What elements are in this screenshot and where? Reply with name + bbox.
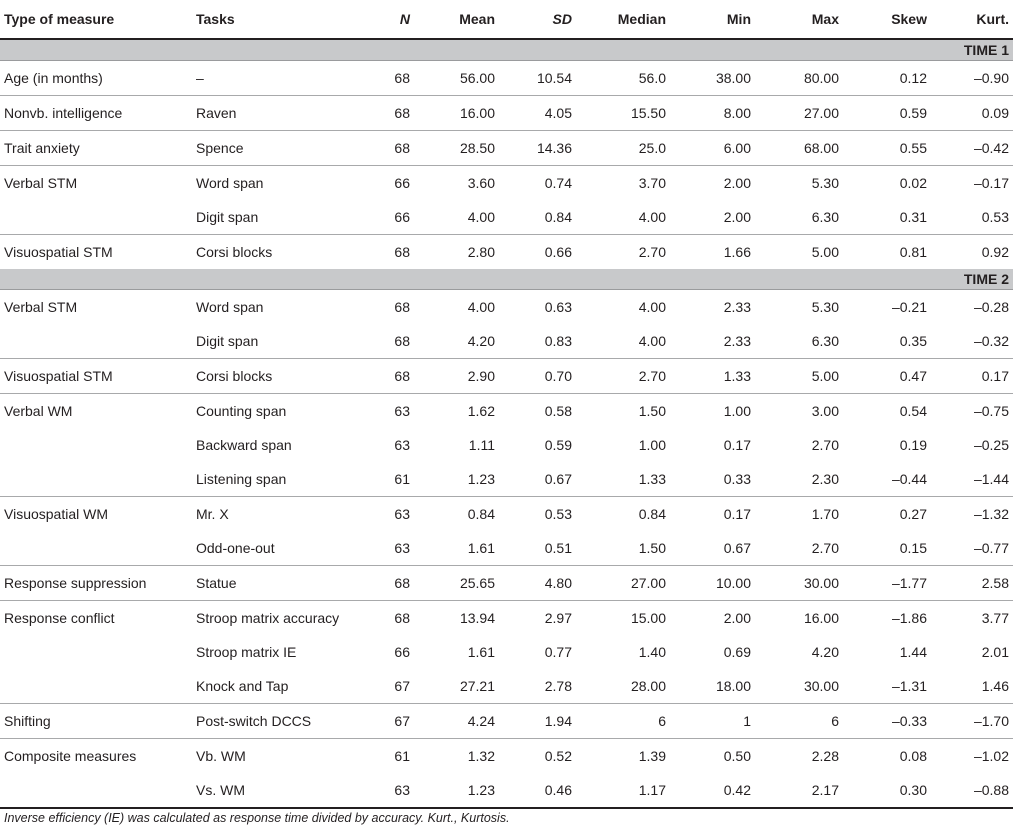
table-row	[0, 669, 1013, 704]
cell-task: Corsi blocks	[192, 359, 372, 394]
cell-sd: 0.53	[499, 497, 576, 532]
cell-min: 6.00	[670, 131, 755, 166]
cell-max: 2.30	[811, 471, 839, 487]
cell-median: 1.00	[638, 437, 666, 453]
cell-measure	[0, 462, 192, 497]
cell-n: 68	[372, 566, 414, 601]
cell-skew: 0.19	[899, 437, 927, 453]
header-skew: Skew	[843, 0, 931, 39]
cell-min: 0.69	[723, 644, 751, 660]
cell-task: Spence	[192, 131, 372, 166]
cell-sd: 0.83	[544, 333, 572, 349]
cell-max: 2.17	[755, 773, 843, 808]
cell-skew: 1.44	[899, 644, 927, 660]
cell-median: 1.50	[576, 394, 670, 429]
cell-n: 66	[394, 644, 410, 660]
cell-sd: 14.36	[499, 131, 576, 166]
cell-skew: 0.47	[843, 359, 931, 394]
cell-max: 68.00	[755, 131, 843, 166]
cell-n: 67	[394, 678, 410, 694]
header-median: Median	[576, 0, 670, 39]
cell-kurt: 2.58	[931, 566, 1013, 601]
cell-n: 63	[372, 497, 414, 532]
cell-sd: 2.97	[499, 601, 576, 636]
cell-n: 68	[372, 96, 414, 131]
table-row	[0, 235, 1013, 270]
cell-max: 1.70	[755, 497, 843, 532]
cell-mean: 1.61	[467, 644, 495, 660]
cell-kurt: –0.28	[973, 299, 1009, 315]
section-header-row	[0, 39, 1013, 61]
cell-measure	[0, 324, 192, 359]
cell-n: 67	[372, 704, 414, 739]
section-header-row	[0, 269, 1013, 290]
cell-skew: –1.31	[891, 678, 927, 694]
cell-mean: 0.84	[414, 497, 499, 532]
header-min: Min	[670, 0, 755, 39]
cell-median: 6	[576, 704, 670, 739]
cell-measure: Response suppression	[0, 566, 192, 601]
cell-measure: Nonvb. intelligence	[0, 96, 192, 131]
cell-measure: Response conflict	[0, 601, 192, 636]
cell-mean: 4.20	[467, 333, 495, 349]
cell-kurt: –1.02	[931, 739, 1013, 774]
cell-min: 0.42	[670, 773, 755, 808]
table-row	[0, 497, 1013, 532]
cell-min: 0.67	[723, 540, 751, 556]
cell-mean: 1.23	[414, 773, 499, 808]
cell-median: 4.00	[638, 299, 666, 315]
cell-kurt: –0.25	[973, 437, 1009, 453]
cell-min: 0.50	[670, 739, 755, 774]
cell-n: 68	[372, 359, 414, 394]
cell-task: Odd-one-out	[196, 540, 275, 556]
cell-min: 0.33	[723, 471, 751, 487]
cell-measure: Composite measures	[0, 739, 192, 774]
cell-min: 1.00	[670, 394, 755, 429]
cell-mean: 1.23	[467, 471, 495, 487]
cell-min: 2.33	[723, 333, 751, 349]
cell-kurt: –0.17	[931, 166, 1013, 201]
header-type-of-measure: Type of measure	[0, 0, 192, 39]
cell-mean: 56.00	[459, 70, 495, 86]
cell-skew: 0.15	[899, 540, 927, 556]
cell-median: 28.00	[630, 678, 666, 694]
cell-task: Statue	[192, 566, 372, 601]
cell-skew: 0.35	[899, 333, 927, 349]
header-tasks: Tasks	[192, 0, 372, 39]
cell-sd: 4.80	[499, 566, 576, 601]
cell-measure	[0, 531, 192, 566]
cell-n: 68	[394, 333, 410, 349]
cell-min: 2.00	[670, 601, 755, 636]
cell-task: Backward span	[196, 437, 292, 453]
table-row	[0, 428, 1013, 462]
cell-measure	[0, 669, 192, 704]
cell-min: 8.00	[670, 96, 755, 131]
cell-skew: 0.30	[843, 773, 931, 808]
cell-median: 25.0	[576, 131, 670, 166]
cell-median: 1.33	[638, 471, 666, 487]
cell-kurt: –1.32	[931, 497, 1013, 532]
cell-n: 63	[394, 540, 410, 556]
cell-sd: 0.58	[499, 394, 576, 429]
cell-max: 6.30	[811, 333, 839, 349]
cell-skew: –1.86	[843, 601, 931, 636]
cell-n: 63	[372, 394, 414, 429]
table-row	[0, 290, 1013, 325]
table-row	[0, 96, 1013, 131]
cell-median: 2.70	[576, 359, 670, 394]
cell-max: 5.00	[755, 359, 843, 394]
cell-max: 30.00	[803, 678, 839, 694]
cell-n: 68	[372, 131, 414, 166]
cell-median: 1.17	[576, 773, 670, 808]
cell-sd: 0.46	[499, 773, 576, 808]
cell-skew: 0.59	[843, 96, 931, 131]
header-sd: SD	[499, 0, 576, 39]
cell-skew: 0.54	[843, 394, 931, 429]
table-row	[0, 200, 1013, 235]
cell-measure	[0, 428, 192, 462]
cell-task: Corsi blocks	[192, 235, 372, 270]
header-mean: Mean	[414, 0, 499, 39]
cell-median: 0.84	[576, 497, 670, 532]
cell-mean: 27.21	[459, 678, 495, 694]
table-row	[0, 324, 1013, 359]
cell-mean: 4.00	[467, 209, 495, 225]
cell-median: 15.50	[576, 96, 670, 131]
table-row	[0, 566, 1013, 601]
cell-median: 1.40	[638, 644, 666, 660]
cell-kurt: –0.88	[931, 773, 1013, 808]
cell-measure	[0, 773, 192, 808]
cell-task: Stroop matrix IE	[196, 644, 297, 660]
table-row	[0, 601, 1013, 636]
cell-sd: 0.67	[544, 471, 572, 487]
cell-kurt: 0.09	[931, 96, 1013, 131]
cell-mean: 16.00	[414, 96, 499, 131]
cell-min: 1.33	[670, 359, 755, 394]
section-label: TIME 2	[0, 269, 1013, 290]
cell-min: 0.17	[670, 497, 755, 532]
cell-mean: 28.50	[414, 131, 499, 166]
cell-kurt: –0.77	[973, 540, 1009, 556]
cell-median: 2.70	[576, 235, 670, 270]
cell-measure: Visuospatial STM	[0, 359, 192, 394]
cell-sd: 0.63	[544, 299, 572, 315]
cell-max: 2.70	[811, 437, 839, 453]
cell-sd: 1.94	[499, 704, 576, 739]
table-row	[0, 61, 1013, 96]
cell-task: Word span	[192, 166, 372, 201]
cell-task: Digit span	[196, 333, 259, 349]
cell-mean: 1.61	[467, 540, 495, 556]
cell-max: 6.30	[811, 209, 839, 225]
cell-mean: 4.00	[467, 299, 495, 315]
cell-task: Mr. X	[192, 497, 372, 532]
cell-mean: 1.62	[414, 394, 499, 429]
cell-skew: –0.33	[843, 704, 931, 739]
cell-min: 2.00	[670, 166, 755, 201]
cell-max: 2.70	[811, 540, 839, 556]
cell-max: 16.00	[755, 601, 843, 636]
cell-sd: 0.59	[544, 437, 572, 453]
cell-skew: –0.21	[891, 299, 927, 315]
cell-median: 15.00	[576, 601, 670, 636]
cell-task: Listening span	[196, 471, 287, 487]
cell-n: 68	[394, 70, 410, 86]
cell-skew: 0.81	[843, 235, 931, 270]
header-n: N	[372, 0, 414, 39]
cell-n: 63	[394, 437, 410, 453]
cell-measure: Visuospatial WM	[0, 497, 192, 532]
cell-max: 4.20	[811, 644, 839, 660]
table-row	[0, 739, 1013, 774]
cell-max: 6	[755, 704, 843, 739]
cell-sd: 0.52	[499, 739, 576, 774]
cell-measure: Verbal STM	[0, 166, 192, 201]
table-row	[0, 166, 1013, 201]
cell-kurt: 1.46	[981, 678, 1009, 694]
cell-median: 4.00	[638, 333, 666, 349]
cell-kurt: 3.77	[931, 601, 1013, 636]
cell-task: Raven	[192, 96, 372, 131]
table-row	[0, 635, 1013, 669]
cell-n: 63	[372, 773, 414, 808]
table-row	[0, 531, 1013, 566]
cell-kurt: 2.01	[981, 644, 1009, 660]
cell-min: 18.00	[715, 678, 751, 694]
table-row	[0, 773, 1013, 808]
cell-kurt: 0.53	[981, 209, 1009, 225]
cell-mean: 4.24	[414, 704, 499, 739]
cell-measure	[0, 635, 192, 669]
cell-task: Knock and Tap	[196, 678, 289, 694]
cell-mean: 2.90	[414, 359, 499, 394]
cell-mean: 1.32	[414, 739, 499, 774]
table-row	[0, 462, 1013, 497]
cell-skew: 0.27	[843, 497, 931, 532]
cell-min: 2.33	[723, 299, 751, 315]
cell-max: 30.00	[755, 566, 843, 601]
cell-sd: 10.54	[536, 70, 572, 86]
cell-measure	[0, 200, 192, 235]
table-row	[0, 131, 1013, 166]
cell-min: 1	[670, 704, 755, 739]
cell-median: 3.70	[576, 166, 670, 201]
cell-mean: 3.60	[414, 166, 499, 201]
table-row	[0, 359, 1013, 394]
cell-median: 4.00	[638, 209, 666, 225]
cell-skew: 0.31	[899, 209, 927, 225]
cell-max: 5.30	[755, 166, 843, 201]
cell-task: Vb. WM	[192, 739, 372, 774]
cell-measure: Trait anxiety	[0, 131, 192, 166]
cell-min: 10.00	[670, 566, 755, 601]
cell-skew: –1.77	[843, 566, 931, 601]
cell-sd: 0.70	[499, 359, 576, 394]
cell-max: 27.00	[755, 96, 843, 131]
cell-max: 5.00	[755, 235, 843, 270]
table-body	[0, 39, 1013, 808]
cell-sd: 0.74	[499, 166, 576, 201]
cell-skew: 0.02	[843, 166, 931, 201]
cell-kurt: –1.70	[931, 704, 1013, 739]
cell-kurt: –0.75	[931, 394, 1013, 429]
cell-mean: 1.11	[468, 437, 495, 453]
cell-kurt: –0.42	[931, 131, 1013, 166]
cell-median: 1.50	[638, 540, 666, 556]
cell-skew: 0.08	[843, 739, 931, 774]
table-footnote: Inverse efficiency (IE) was calculated as response time divided by accuracy. Kurt., Kurtosis.	[4, 811, 510, 825]
cell-kurt: –0.90	[973, 70, 1009, 86]
cell-median: 56.0	[638, 70, 666, 86]
header-row	[0, 0, 1013, 39]
cell-kurt: 0.92	[931, 235, 1013, 270]
cell-measure: Verbal WM	[0, 394, 192, 429]
header-max: Max	[755, 0, 843, 39]
cell-task: Vs. WM	[192, 773, 372, 808]
cell-sd: 0.51	[544, 540, 572, 556]
cell-skew: –0.44	[891, 471, 927, 487]
cell-task: Post-switch DCCS	[192, 704, 372, 739]
table-row	[0, 394, 1013, 429]
cell-max: 2.28	[755, 739, 843, 774]
cell-task: Counting span	[192, 394, 372, 429]
cell-min: 0.17	[723, 437, 751, 453]
cell-mean: 13.94	[414, 601, 499, 636]
cell-median: 1.39	[576, 739, 670, 774]
cell-task: Digit span	[196, 209, 259, 225]
cell-kurt: –1.44	[973, 471, 1009, 487]
cell-n: 68	[394, 299, 410, 315]
cell-min: 38.00	[715, 70, 751, 86]
cell-min: 2.00	[723, 209, 751, 225]
cell-sd: 2.78	[544, 678, 572, 694]
cell-measure: Age (in months)	[4, 70, 103, 86]
cell-n: 66	[372, 166, 414, 201]
cell-kurt: –0.32	[973, 333, 1009, 349]
cell-skew: 0.55	[843, 131, 931, 166]
cell-n: 61	[372, 739, 414, 774]
cell-mean: 25.65	[414, 566, 499, 601]
cell-median: 27.00	[576, 566, 670, 601]
cell-n: 66	[394, 209, 410, 225]
cell-measure: Shifting	[0, 704, 192, 739]
cell-sd: 0.84	[544, 209, 572, 225]
cell-n: 68	[372, 235, 414, 270]
header-kurt: Kurt.	[931, 0, 1013, 39]
cell-sd: 4.05	[499, 96, 576, 131]
table-row	[0, 704, 1013, 739]
cell-skew: 0.12	[899, 70, 927, 86]
cell-mean: 2.80	[414, 235, 499, 270]
cell-max: 3.00	[755, 394, 843, 429]
cell-max: 5.30	[811, 299, 839, 315]
cell-task: Word span	[196, 299, 264, 315]
cell-sd: 0.66	[499, 235, 576, 270]
section-label: TIME 1	[0, 39, 1013, 61]
cell-n: 68	[372, 601, 414, 636]
cell-measure: Verbal STM	[4, 299, 78, 315]
cell-measure: Visuospatial STM	[0, 235, 192, 270]
cell-max: 80.00	[803, 70, 839, 86]
cell-task: Stroop matrix accuracy	[192, 601, 372, 636]
cell-sd: 0.77	[544, 644, 572, 660]
cell-n: 61	[394, 471, 410, 487]
cell-kurt: 0.17	[931, 359, 1013, 394]
cell-min: 1.66	[670, 235, 755, 270]
cell-task: –	[196, 70, 204, 86]
